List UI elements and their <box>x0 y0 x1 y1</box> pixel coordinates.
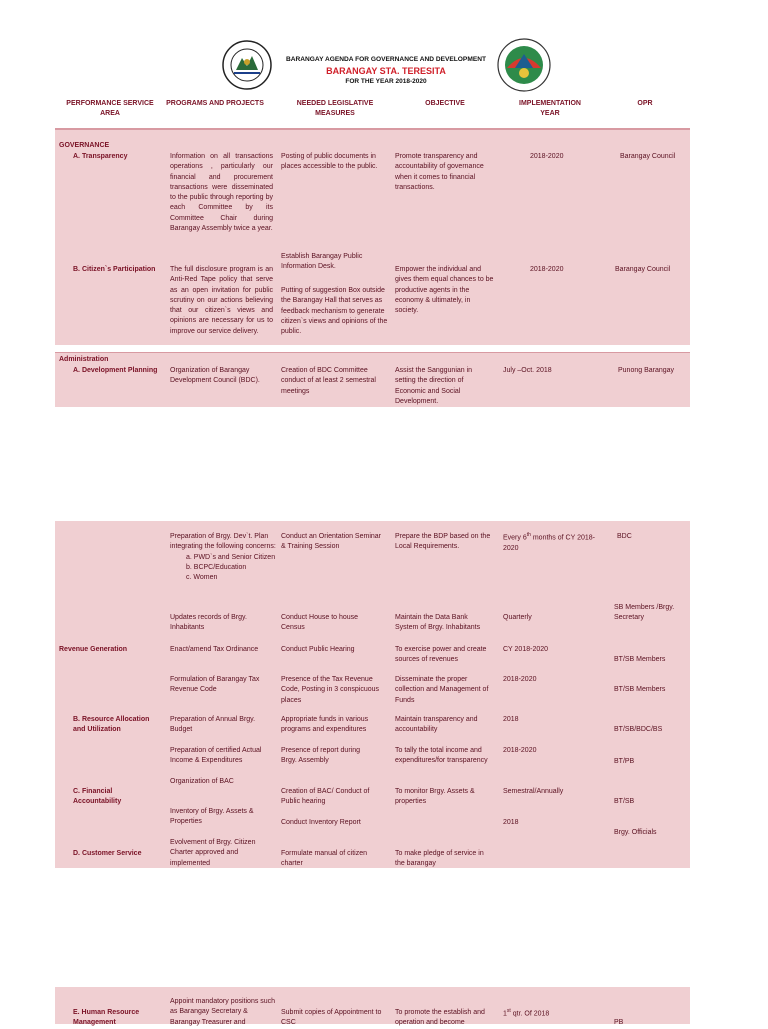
inventory-opr: Brgy. Officials <box>614 829 657 836</box>
income-year: 2018-2020 <box>503 747 537 754</box>
citizen-participation-year: 2018-2020 <box>530 266 564 273</box>
income-measure: Presence of report during Brgy. Assembly <box>281 747 360 765</box>
income-objective: To tally the total income and expenditures/for transparency <box>395 747 488 765</box>
income-program: Preparation of certified Actual Income & Expenditures <box>170 747 262 765</box>
citizen-participation-opr: Barangay Council <box>615 266 671 273</box>
bdp-measure: Conduct an Orientation Seminar & Training Session <box>281 533 381 551</box>
revenue-generation-label: Revenue Generation <box>59 646 128 653</box>
transparency-label: A. Transparency <box>73 153 128 160</box>
human-resource-label: E. Human Resource Management <box>73 1009 140 1027</box>
bac-year: Semestral/Annually <box>503 788 564 795</box>
inventory-year: 2018 <box>503 819 519 826</box>
hr-year-a: 1 <box>503 1010 507 1018</box>
bdp-concern-item: a. PWD`s and Senior Citizen <box>186 553 276 561</box>
development-planning-year: July –Oct. 2018 <box>503 367 552 374</box>
bac-objective: To monitor Brgy. Assets & properties <box>395 788 475 806</box>
financial-accountability-label: C. Financial Accountability <box>73 788 122 806</box>
budget-objective: Maintain transparency and accountability <box>395 716 478 734</box>
bdp-objective: Prepare the BDP based on the Local Requirements. <box>395 533 491 551</box>
header-year: FOR THE YEAR 2018-2020 <box>345 78 427 85</box>
hr-year-sup: st <box>506 1008 511 1014</box>
development-planning-objective: Assist the Sanggunian in setting the direction of Economic and Social Development. <box>395 367 473 405</box>
citizen-charter-measure: Formulate manual of citizen charter <box>281 850 367 868</box>
bdp-concern-item: c. Women <box>186 574 218 582</box>
col-legislative: NEEDED LEGISLATIVE MEASURES <box>296 100 374 117</box>
income-opr: BT/PB <box>614 758 635 765</box>
bdp-program-text: Preparation of Brgy. Dev`t. Plan integrating the following concerns: <box>170 533 276 551</box>
bdp-program <box>170 532 278 583</box>
administration-title: Administration <box>59 356 109 363</box>
bdp-concern-item: b. BCPC/Education <box>186 563 247 571</box>
records-program: Updates records of Brgy. Inhabitants <box>170 614 247 632</box>
inventory-measure: Conduct Inventory Report <box>281 819 361 826</box>
tax-ordinance-program: Enact/amend Tax Ordinance <box>170 646 259 653</box>
transparency-measure: Posting of public documents in places accessible to the public. <box>281 153 378 171</box>
hr-objective: To promote the establish and operation and become <box>395 1009 485 1027</box>
citizen-charter-program: Evolvement of Brgy. Citizen Charter approved and implemented <box>170 839 256 867</box>
header-barangay-name: BARANGAY STA. TERESITA <box>326 66 446 76</box>
tax-ordinance-opr: BT/SB Members <box>614 656 666 663</box>
records-year: Quarterly <box>503 614 532 621</box>
header-title: BARANGAY AGENDA FOR GOVERNANCE AND DEVELOPMENT <box>285 56 487 63</box>
seal-left-icon <box>222 40 272 90</box>
transparency-objective: Promote transparency and accountability of governance when it comes to financial transactions. <box>395 153 484 191</box>
development-planning-program: Organization of Barangay Development Council (BDC). <box>170 367 260 385</box>
resource-allocation-label: B. Resource Allocation and Utilization <box>73 716 150 734</box>
seal-right-icon <box>497 38 551 92</box>
hr-measure: Submit copies of Appointment to CSC <box>281 1009 382 1027</box>
budget-year: 2018 <box>503 716 519 723</box>
bdp-opr: BDC <box>617 533 632 540</box>
budget-measure: Appropriate funds in various programs and expenditures <box>281 716 369 734</box>
bac-program: Organization of BAC <box>170 778 234 785</box>
inventory-program: Inventory of Brgy. Assets & Properties <box>170 808 254 826</box>
transparency-program: Information on all transactions operations , particularly our financial and procurement transactions were disseminated to the public through reporting by each Committee by its Committee Chair during Barangay Assembly twice a year. <box>170 153 273 233</box>
tax-ordinance-measure: Conduct Public Hearing <box>281 646 355 653</box>
col-opr: OPR <box>637 100 653 107</box>
citizen-participation-program: The full disclosure program is an Anti-Red Tape policy that serve as an open invitation for public scrutiny on our actions believing that our citizen`s views and opinions are necessary for us to improve our service delivery. <box>170 266 273 335</box>
records-objective: Maintain the Data Bank System of Brgy. Inhabitants <box>395 614 481 632</box>
tax-code-measure: Presence of the Tax Revenue Code, Posting in 3 conspicuous places <box>281 676 380 704</box>
tax-ordinance-objective: To exercise power and create sources of revenues <box>395 646 487 664</box>
col-performance-area: PERFORMANCE SERVICE AREA <box>66 100 154 117</box>
development-planning-label: A. Development Planning <box>73 367 158 374</box>
hr-program: Appoint mandatory positions such as Barangay Secretary & Barangay Treasurer and <box>170 998 276 1026</box>
development-planning-measure: Creation of BDC Committee conduct of at least 2 semestral meetings <box>281 367 376 395</box>
records-opr: SB Members /Brgy. Secretary <box>614 604 675 622</box>
citizen-participation-label: B. Citizen`s Participation <box>73 266 156 273</box>
bac-measure: Creation of BAC/ Conduct of Public hearing <box>281 788 370 806</box>
governance-title: GOVERNANCE <box>59 142 110 149</box>
col-objective: OBJECTIVE <box>425 100 465 107</box>
development-planning-opr: Punong Barangay <box>618 367 675 374</box>
records-measure: Conduct House to house Census <box>281 614 359 632</box>
tax-code-program: Formulation of Barangay Tax Revenue Code <box>170 676 260 694</box>
citizen-participation-measure: Putting of suggestion Box outside the Barangay Hall that serves as feedback mechanism to generate citizen`s views and opinions of the public. <box>281 287 388 336</box>
budget-program: Preparation of Annual Brgy. Budget <box>170 716 256 734</box>
tax-code-year: 2018-2020 <box>503 676 537 683</box>
customer-service-label: D. Customer Service <box>73 850 142 857</box>
budget-opr: BT/SB/BDC/BS <box>614 726 663 733</box>
bdp-year-a: Every 6 <box>503 534 527 542</box>
bdp-year-sup: th <box>526 532 531 538</box>
citizen-charter-objective: To make pledge of service in the barangay <box>395 850 484 868</box>
bdp-year <box>503 530 608 554</box>
hr-year-b: qtr. Of 2018 <box>510 1010 550 1018</box>
citizen-participation-objective: Empower the individual and gives them equal chances to be productive agents in the economy & ultimately, in society. <box>395 266 494 315</box>
info-desk-measure: Establish Barangay Public Information Desk. <box>281 253 363 271</box>
bac-opr: BT/SB <box>614 798 635 805</box>
transparency-opr: Barangay Council <box>620 153 676 160</box>
tax-code-opr: BT/SB Members <box>614 686 666 693</box>
tax-ordinance-year: CY 2018-2020 <box>503 646 549 653</box>
hr-opr: PB <box>614 1019 624 1026</box>
bdp-year-b: months of CY 2018-2020 <box>503 534 595 552</box>
hr-year <box>503 1006 549 1020</box>
col-programs: PROGRAMS AND PROJECTS <box>166 100 264 107</box>
col-implementation-year: IMPLEMENTATION YEAR <box>519 100 581 117</box>
administration-divider <box>55 352 690 353</box>
transparency-year: 2018-2020 <box>530 153 564 160</box>
tax-code-objective: Disseminate the proper collection and Management of Funds <box>395 676 489 704</box>
